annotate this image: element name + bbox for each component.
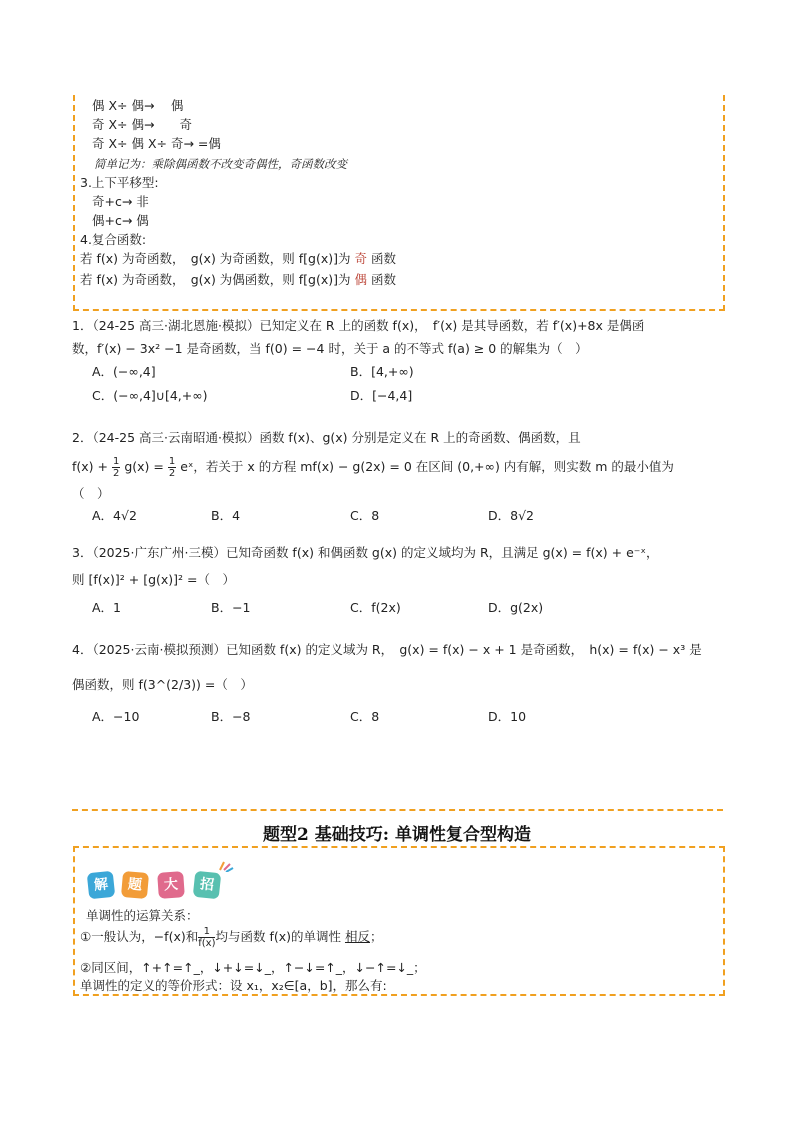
q1-option-b[interactable]: B．[4,+∞) <box>350 364 414 379</box>
q2-fraction-2-num: 1 <box>168 456 176 467</box>
rule-1-prefix: ①一般认为，−f(x)和 <box>80 929 199 944</box>
q2-fraction-2 <box>168 456 176 479</box>
q2-equation-middle: g(x) = <box>120 459 168 474</box>
q4-option-b[interactable]: B．−8 <box>211 709 251 724</box>
q2-option-a[interactable]: A．4√2 <box>92 508 137 523</box>
badge-jie: 解 <box>87 871 116 900</box>
sparkle-icon <box>218 856 234 872</box>
q4-stem-line-1: 4．（2025·云南·模拟预测）已知函数 f(x) 的定义域为 R， g(x) = f(x) − x + 1 是奇函数， h(x) = f(x) − x³ 是 <box>72 642 702 657</box>
q2-answer-blank: （ ） <box>72 486 110 501</box>
shift-rule-2: 偶+c→ 偶 <box>92 213 149 228</box>
q2-stem-line-2 <box>72 456 674 479</box>
section-3-title: 3.上下平移型: <box>80 175 159 190</box>
q3-stem-line-1: 3．（2025·广东广州·三模）已知奇函数 f(x) 和偶函数 g(x) 的定义域均为 R，且满足 g(x) = f(x) + e⁻ˣ， <box>72 545 659 560</box>
rule-line-2: 奇 X÷ 偶→ 奇 <box>92 117 192 132</box>
rule-1-fraction <box>198 926 215 949</box>
badge-ti: 题 <box>121 871 149 899</box>
q2-fraction-1-num: 1 <box>112 456 120 467</box>
q4-stem-line-2: 偶函数，则 f(3^(2/3)) =（ ） <box>72 677 253 692</box>
rule-1-fraction-den: f(x) <box>198 938 216 949</box>
section-2-title: 题型2 基础技巧: 单调性复合型构造 <box>263 825 531 845</box>
composite-rule-1-text: 若 f(x) 为奇函数， g(x) 为奇函数，则 f[g(x)]为 <box>80 251 355 266</box>
composite-rule-2-answer: 偶 <box>354 272 368 287</box>
q2-option-d[interactable]: D．8√2 <box>488 508 534 523</box>
section-divider <box>72 809 723 811</box>
q2-option-b[interactable]: B．4 <box>211 508 241 523</box>
shift-rule-1: 奇+c→ 非 <box>92 194 149 209</box>
q4-option-c[interactable]: C．8 <box>350 709 380 724</box>
composite-rule-2-suffix: 函数 <box>367 272 396 287</box>
q4-option-d[interactable]: D．10 <box>488 709 527 724</box>
composite-rule-1-answer: 奇 <box>354 251 368 266</box>
q1-option-d[interactable]: D．[−4,4] <box>350 388 413 403</box>
rule-line-1: 偶 X÷ 偶→ 偶 <box>92 98 184 113</box>
q1-option-c[interactable]: C．(−∞,4]∪[4,+∞) <box>92 388 208 403</box>
badge-da: 大 <box>157 871 185 899</box>
q3-option-c[interactable]: C．f(2x) <box>350 600 401 615</box>
q1-stem-line-1: 1．（24-25 高三·湖北恩施·模拟）已知定义在 R 上的函数 f(x)， f′(x) 是其导函数，若 f′(x)+8x 是偶函 <box>72 318 645 333</box>
q2-equation-end: eˣ，若关于 x 的方程 mf(x) − g(2x) = 0 在区间 (0,+∞) 内有解，则实数 m 的最小值为 <box>176 459 674 474</box>
rule-1-middle: 均与函数 f(x)的单调性 <box>215 929 345 944</box>
section-4-title: 4.复合函数: <box>80 232 147 247</box>
handwritten-note: 简单记为：乘除偶函数不改变奇偶性，奇函数改变 <box>94 157 347 171</box>
monotonic-rule-2: ②同区间，↑+↑=↑_，↓+↓=↓_，↑−↓=↑_，↓−↑=↓_； <box>80 960 426 975</box>
rule-1-answer: 相反 <box>344 929 370 944</box>
composite-rule-1 <box>80 249 396 267</box>
monotonic-relations-title: 单调性的运算关系： <box>86 908 199 923</box>
q2-fraction-2-den: 2 <box>168 468 176 479</box>
monotonic-definition: 单调性的定义的等价形式：设 x₁，x₂∈[a，b]，那么有: <box>80 978 387 993</box>
rule-1-fraction-num: 1 <box>198 926 215 938</box>
q2-fraction-1-den: 2 <box>112 468 120 479</box>
badge-zhao: 招 <box>193 871 222 900</box>
q1-option-a[interactable]: A．(−∞,4] <box>92 364 156 379</box>
q3-option-d[interactable]: D．g(2x) <box>488 600 544 615</box>
rule-line-3: 奇 X÷ 偶 X÷ 奇→ =偶 <box>92 136 221 151</box>
monotonic-rule-1 <box>80 926 383 949</box>
composite-rule-1-suffix: 函数 <box>367 251 396 266</box>
q2-equation-start: f(x) + <box>72 459 112 474</box>
composite-rule-2-text: 若 f(x) 为奇函数， g(x) 为偶函数，则 f[g(x)]为 <box>80 272 355 287</box>
q2-option-c[interactable]: C．8 <box>350 508 380 523</box>
composite-rule-2 <box>80 270 396 288</box>
q3-option-b[interactable]: B．−1 <box>211 600 251 615</box>
q2-stem-line-1: 2．（24-25 高三·云南昭通·模拟）函数 f(x)、g(x) 分别是定义在 R 上的奇函数、偶函数，且 <box>72 430 581 445</box>
q3-option-a[interactable]: A．1 <box>92 600 122 615</box>
rule-1-end: ； <box>370 929 383 944</box>
q3-stem-line-2: 则 [f(x)]² + [g(x)]² =（ ） <box>72 572 236 587</box>
q1-stem-line-2: 数，f′(x) − 3x² −1 是奇函数，当 f(0) = −4 时，关于 a 的不等式 f(a) ≥ 0 的解集为（ ） <box>72 341 588 356</box>
q4-option-a[interactable]: A．−10 <box>92 709 140 724</box>
